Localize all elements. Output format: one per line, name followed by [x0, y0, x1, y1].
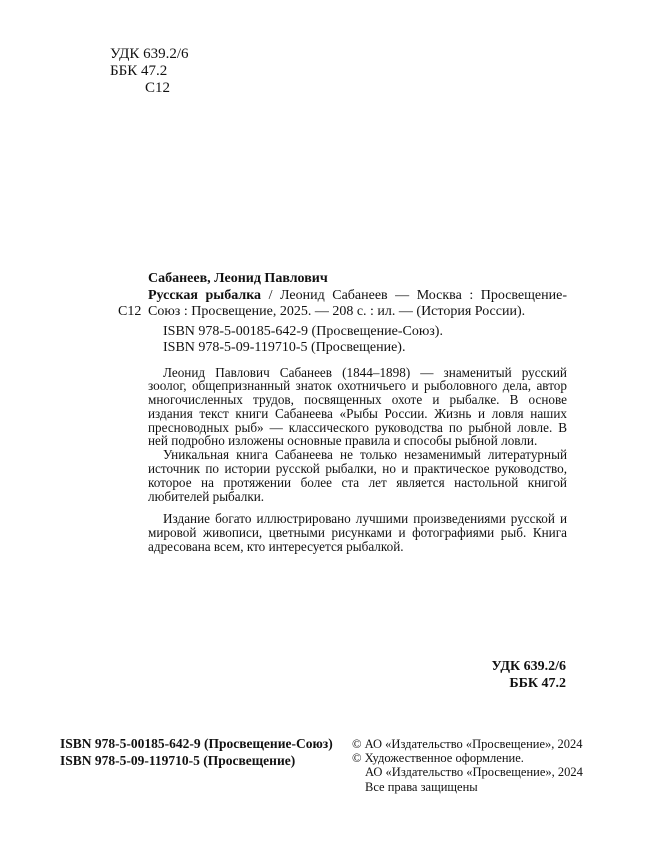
bibliographic-description [118, 287, 568, 321]
isbn-line-2: ISBN 978-5-09-119710-5 (Просвещение). [163, 340, 406, 355]
author-heading: Сабанеев, Леонид Павлович [148, 271, 328, 286]
classification-bottom-block [491, 658, 566, 692]
bbk-bottom-line: ББК 47.2 [509, 676, 566, 691]
annotation-block [148, 366, 567, 554]
annotation-paragraph-2: Уникальная книга Сабанеева не только незаменимый литературный источник по истории русской рыбалки, но и практическое руководство, которое на протяжении более ста лет является настольной книгой любителей рыбалки. [148, 447, 567, 504]
copyright-line-1: © АО «Издательство «Просвещение», 2024 [352, 737, 583, 751]
classification-top-block [110, 46, 189, 97]
author-sign-code: С12 [145, 80, 171, 96]
footer-isbn-line-1: ISBN 978-5-00185-642-9 (Просвещение-Союз) [60, 736, 333, 751]
copyright-line-2: © Художественное оформление. [352, 751, 524, 766]
bibliographic-block [118, 271, 568, 555]
bbk-top-line: ББК 47.2 [110, 63, 168, 79]
udk-top-line: УДК 639.2/6 [110, 46, 189, 62]
udk-bottom-line: УДК 639.2/6 [491, 659, 566, 674]
footer-isbn-block [60, 736, 333, 769]
isbn-line-1: ISBN 978-5-00185-642-9 (Просвещение-Союз). [163, 323, 443, 339]
margin-code: С12 [118, 304, 142, 319]
annotation-paragraph-3: Издание богато иллюстрировано лучшими произведениями русской и мировой живописи, цветными рисунками и фотографиями рыб. Книга адресована всем, кто интересуется рыбалкой. [148, 511, 567, 555]
copyright-line-4: Все права защищены [365, 779, 478, 794]
copyright-block [352, 737, 583, 794]
bibliographic-text: / Леонид Сабанеев — Москва : Просвещение-Союз : Просвещение, 2025. — 208 с. : ил. — (История России). [148, 287, 568, 319]
annotation-paragraph-1: Леонид Павлович Сабанеев (1844–1898) — знаменитый русский зоолог, общепризнанный знаток охотничьего и рыболовного дела, автор многочисленных трудов, посвященных охоте и рыбалке. В основе издания текст книги Сабанеева «Рыбы России. Жизнь и ловля наших пресноводных рыб» — классического руководства по рыбной ловле. В ней подробно изложены основные правила и способы рыбной ловли. [148, 364, 567, 449]
copyright-line-3: АО «Издательство «Просвещение», 2024 [365, 765, 583, 780]
book-title: Русская рыбалка [148, 287, 262, 303]
footer-isbn-line-2: ISBN 978-5-09-119710-5 (Просвещение) [60, 752, 296, 768]
